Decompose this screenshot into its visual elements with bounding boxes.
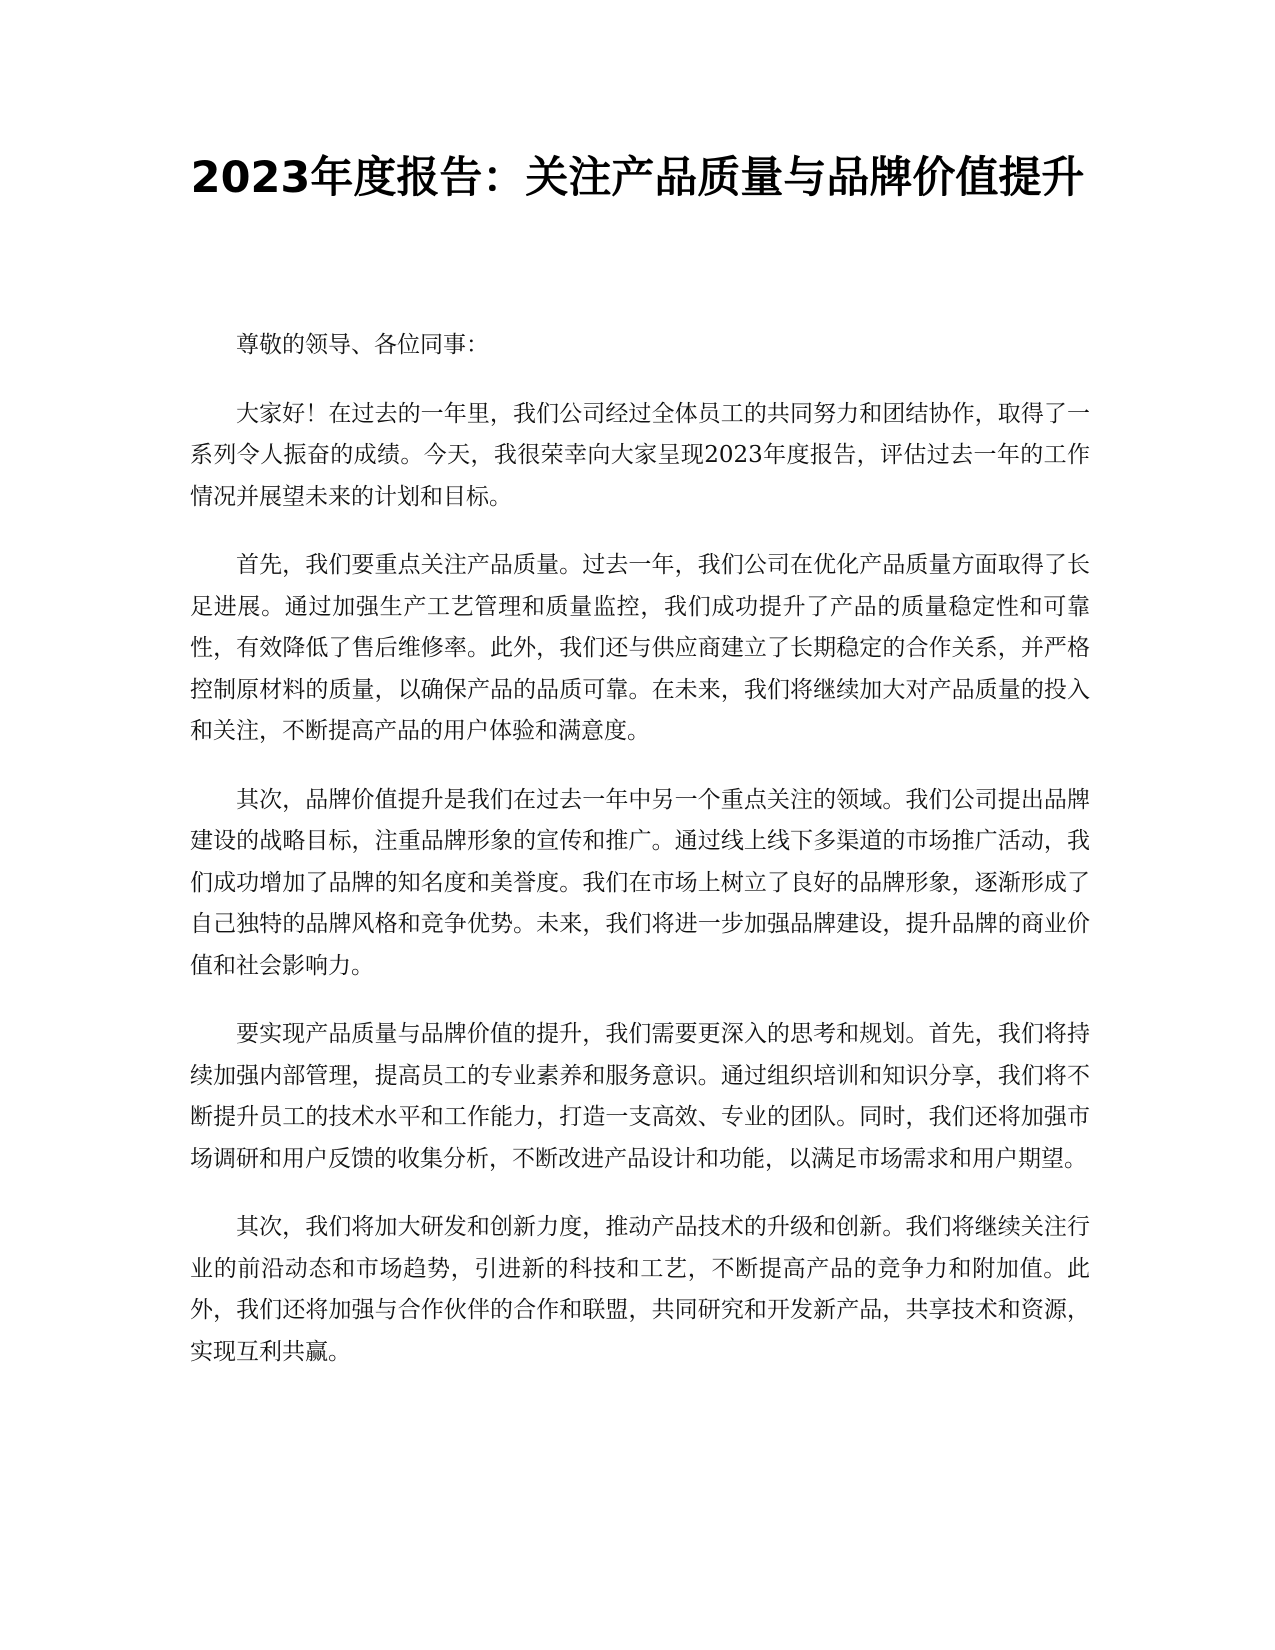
- body-paragraph: 首先，我们要重点关注产品质量。过去一年，我们公司在优化产品质量方面取得了长足进展。通过加强生产工艺管理和质量监控，我们成功提升了产品的质量稳定性和可靠性，有效降低了售后维修率。此外，我们还与供应商建立了长期稳定的合作关系，并严格控制原材料的质量，以确保产品的品质可靠。在未来，我们将继续加大对产品质量的投入和关注，不断提高产品的用户体验和满意度。: [190, 552, 1090, 744]
- salutation-paragraph: 尊敬的领导、各位同事：: [236, 332, 489, 358]
- body-paragraph: 大家好！在过去的一年里，我们公司经过全体员工的共同努力和团结协作，取得了一系列令人振奋的成绩。今天，我很荣幸向大家呈现2023年度报告，评估过去一年的工作情况并展望未来的计划和目标。: [190, 400, 1090, 510]
- document-title: 2023年度报告：关注产品质量与品牌价值提升: [190, 153, 1085, 203]
- body-paragraph: 其次，我们将加大研发和创新力度，推动产品技术的升级和创新。我们将继续关注行业的前沿动态和市场趋势，引进新的科技和工艺，不断提高产品的竞争力和附加值。此外，我们还将加强与合作伙伴的合作和联盟，共同研究和开发新产品，共享技术和资源，实现互利共赢。: [190, 1214, 1090, 1365]
- body-paragraph: 其次，品牌价值提升是我们在过去一年中另一个重点关注的领域。我们公司提出品牌建设的战略目标，注重品牌形象的宣传和推广。通过线上线下多渠道的市场推广活动，我们成功增加了品牌的知名度和美誉度。我们在市场上树立了良好的品牌形象，逐渐形成了自己独特的品牌风格和竞争优势。未来，我们将进一步加强品牌建设，提升品牌的商业价值和社会影响力。: [190, 786, 1090, 979]
- body-paragraph: 要实现产品质量与品牌价值的提升，我们需要更深入的思考和规划。首先，我们将持续加强内部管理，提高员工的专业素养和服务意识。通过组织培训和知识分享，我们将不断提升员工的技术水平和工作能力，打造一支高效、专业的团队。同时，我们还将加强市场调研和用户反馈的收集分析，不断改进产品设计和功能，以满足市场需求和用户期望。: [190, 1021, 1090, 1172]
- document-body: [190, 325, 1090, 1400]
